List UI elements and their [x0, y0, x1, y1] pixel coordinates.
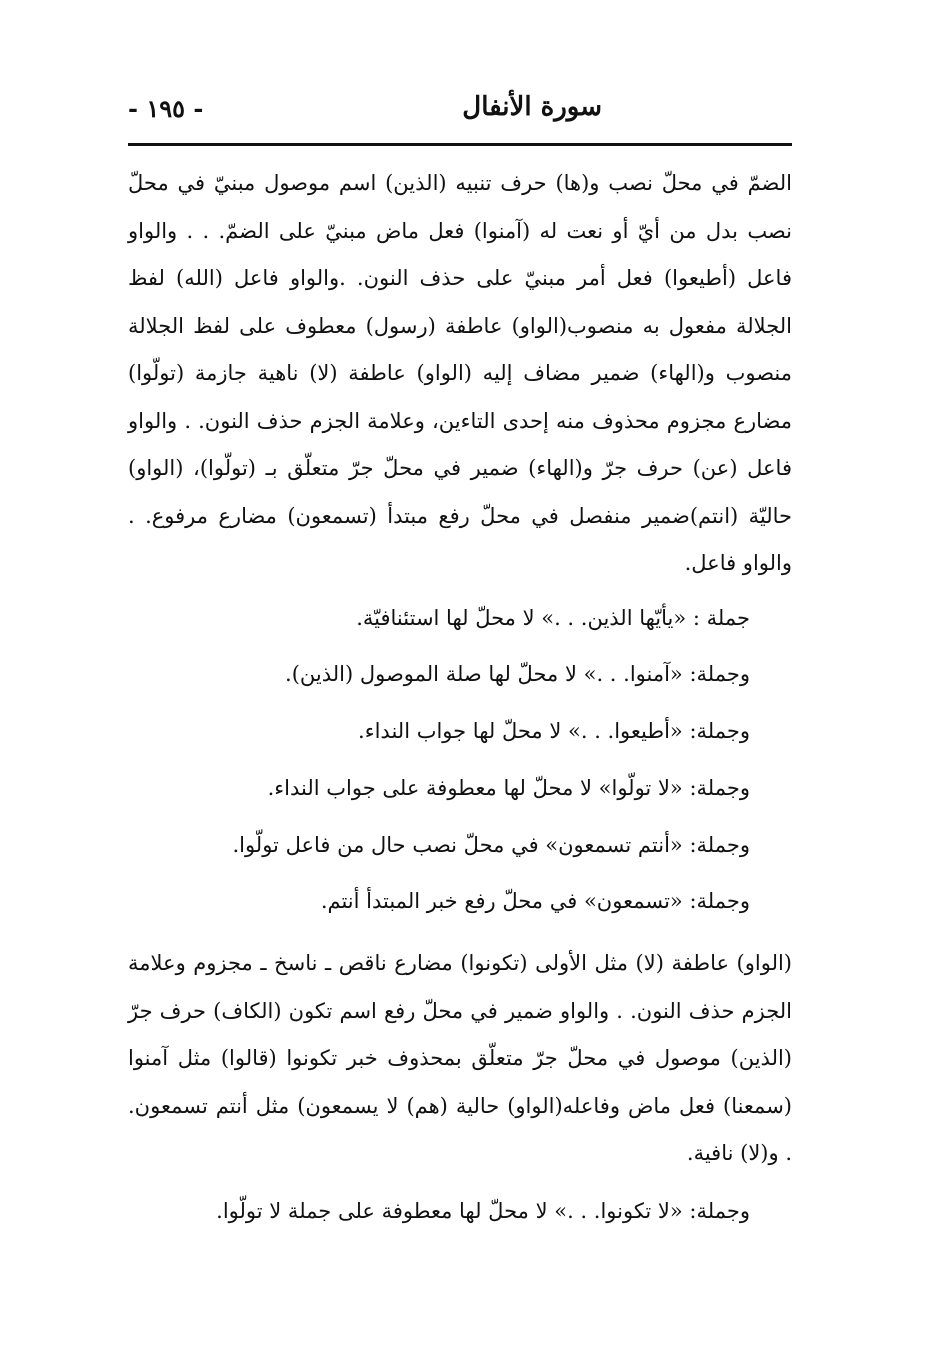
page-body	[128, 160, 792, 1236]
final-sentence-analysis: وجملة: «لا تكونوا. . .» لا محلّ لها معطوفة على جملة لا تولّوا.	[216, 1198, 750, 1223]
sentence-analysis-item: وجملة: «أطيعوا. . .» لا محلّ لها جواب النداء.	[358, 719, 750, 744]
sentence-analysis-item: جملة : «يأيّها الذين. . .» لا محلّ لها استئنافيّة.	[356, 605, 750, 630]
header-rule	[128, 143, 792, 146]
sentence-analysis-item: وجملة: «آمنوا. . .» لا محلّ لها صلة الموصول (الذين).	[285, 662, 750, 687]
grammar-paragraph-2: (الواو) عاطفة (لا) مثل الأولى (تكونوا) مضارع ناقص ـ ناسخ ـ مجزوم وعلامة الجزم حذف النون. . والواو ضمير في محلّ رفع اسم تكون (الكاف) حرف جرّ (الذين) موصول في محلّ جرّ متعلّق بمحذوف خبر تكونوا (قالوا) مثل آمنوا (سمعنا) فعل ماض وفاعله(الواو) حالية (هم) لا يسمعون) مثل أنتم تسمعون. . و(لا) نافية.	[128, 951, 792, 1166]
sentence-analysis-item: وجملة: «لا تولّوا» لا محلّ لها معطوفة على جواب النداء.	[267, 775, 750, 800]
surah-title: سورة الأنفال	[462, 92, 602, 122]
sentence-analysis-item: وجملة: «تسمعون» في محلّ رفع خبر المبتدأ أنتم.	[320, 889, 750, 914]
sentence-analysis-item: وجملة: «أنتم تسمعون» في محلّ نصب حال من فاعل تولّوا.	[232, 832, 750, 857]
page-number: - ١٩٥ -	[128, 94, 204, 123]
page-header	[128, 92, 792, 134]
sentence-analysis-list	[128, 590, 792, 931]
grammar-paragraph-1: الضمّ في محلّ نصب و(ها) حرف تنبيه (الذين) اسم موصول مبنيّ في محلّ نصب بدل من أيّ أو نعت له (آمنوا) فعل ماض مبنيّ على الضمّ. . . والواو فاعل (أطيعوا) فعل أمر مبنيّ على حذف النون. .والواو فاعل (الله) لفظ الجلالة مفعول به منصوب(الواو) عاطفة (رسول) معطوف على لفظ الجلالة منصوب و(الهاء) ضمير مضاف إليه (الواو) عاطفة (لا) ناهية جازمة (تولّوا) مضارع مجزوم محذوف منه إحدى التاءين، وعلامة الجزم حذف النون. . والواو فاعل (عن) حرف جرّ و(الهاء) ضمير في محلّ جرّ متعلّق بـ (تولّوا)، (الواو) حاليّة (انتم)ضمير منفصل في محلّ رفع مبتدأ (تسمعون) مضارع مرفوع. . والواو فاعل.	[128, 171, 792, 575]
